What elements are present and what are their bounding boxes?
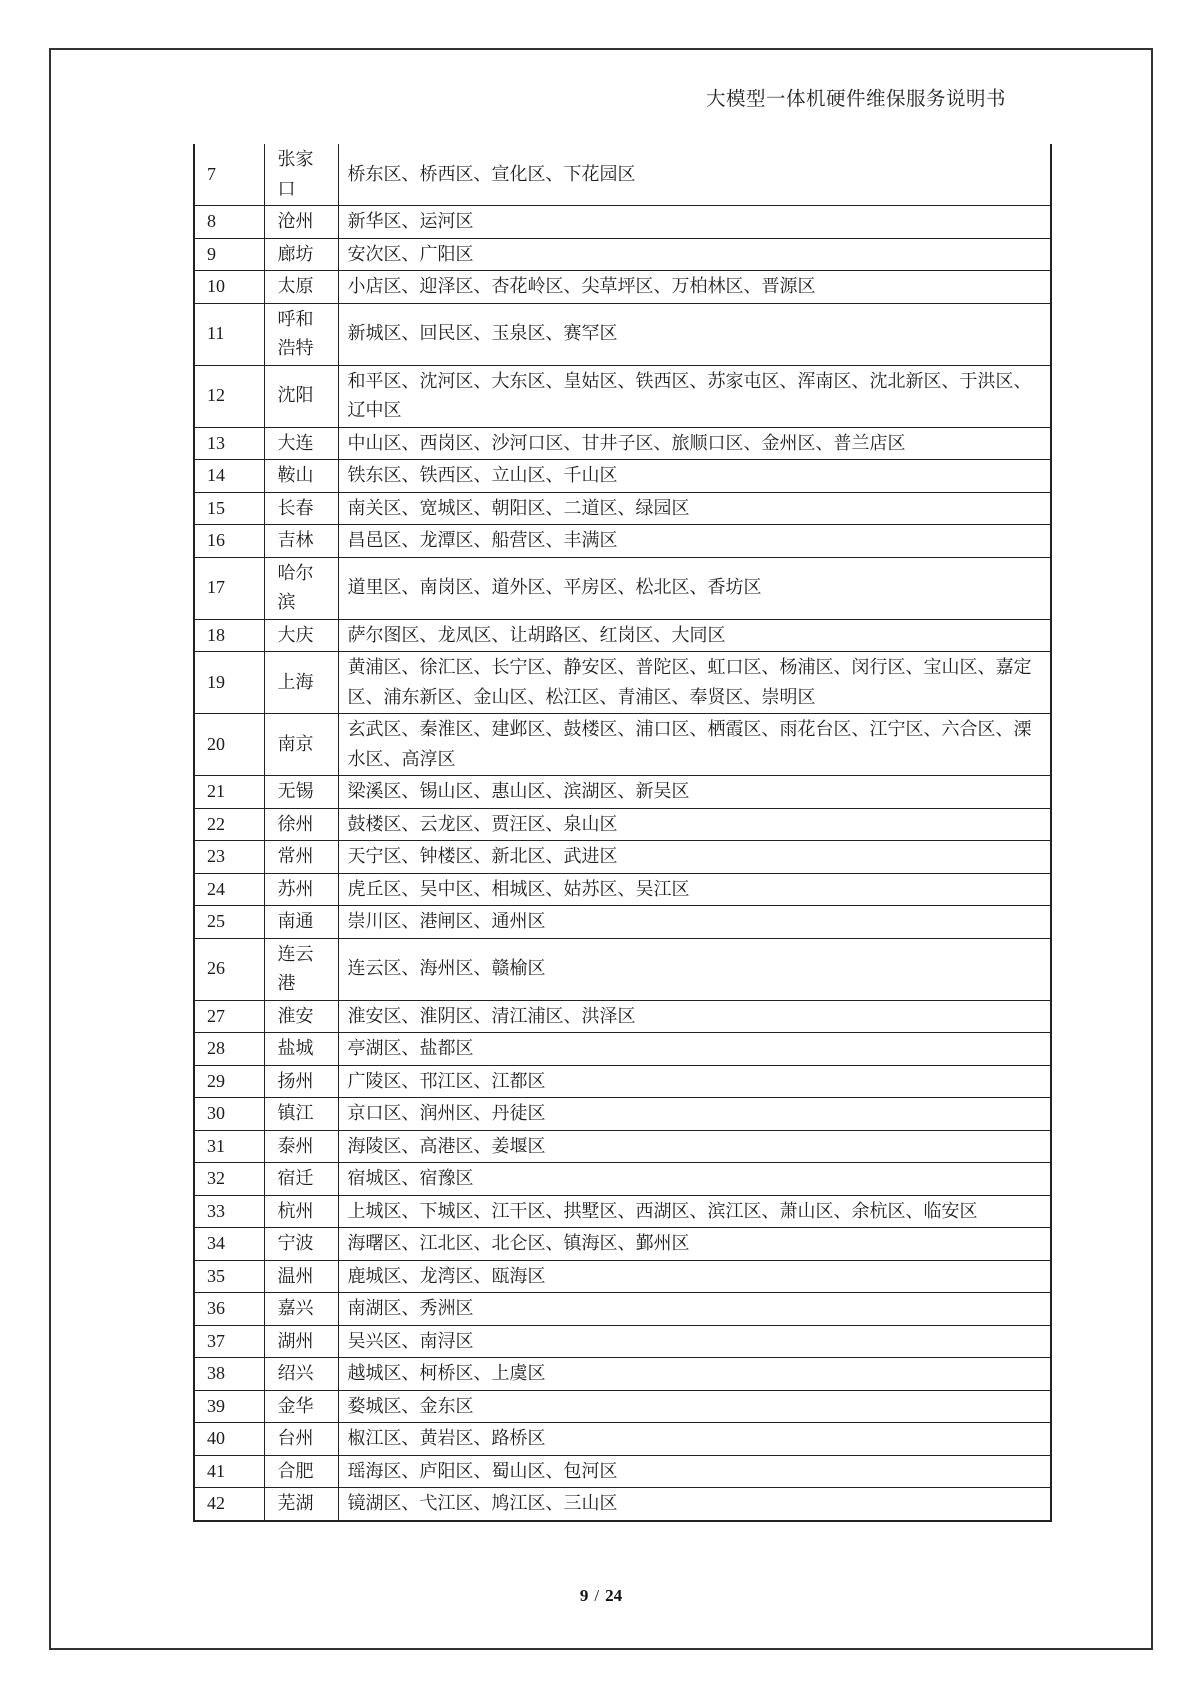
page-footer xyxy=(49,1586,1153,1606)
table-row xyxy=(194,1033,1051,1066)
districts-cell: 新城区、回民区、玉泉区、赛罕区 xyxy=(338,303,1051,365)
city-name-cell: 湖州 xyxy=(264,1325,338,1358)
city-name-cell: 金华 xyxy=(264,1390,338,1423)
row-number-cell: 30 xyxy=(194,1098,264,1131)
city-name-cell: 长春 xyxy=(264,492,338,525)
table-row xyxy=(194,1488,1051,1521)
row-number-cell: 41 xyxy=(194,1455,264,1488)
districts-cell: 南关区、宽城区、朝阳区、二道区、绿园区 xyxy=(338,492,1051,525)
city-name-cell: 绍兴 xyxy=(264,1358,338,1391)
total-page-count: 24 xyxy=(605,1586,623,1605)
table-row xyxy=(194,1423,1051,1456)
table-row xyxy=(194,714,1051,776)
districts-cell: 上城区、下城区、江干区、拱墅区、西湖区、滨江区、萧山区、余杭区、临安区 xyxy=(338,1195,1051,1228)
table-row xyxy=(194,1293,1051,1326)
city-name-cell: 温州 xyxy=(264,1260,338,1293)
city-name-cell: 镇江 xyxy=(264,1098,338,1131)
table-row xyxy=(194,1228,1051,1261)
districts-cell: 淮安区、淮阴区、清江浦区、洪泽区 xyxy=(338,1000,1051,1033)
row-number-cell: 21 xyxy=(194,776,264,809)
city-name-cell: 宁波 xyxy=(264,1228,338,1261)
city-name-cell: 常州 xyxy=(264,841,338,874)
city-name-cell: 徐州 xyxy=(264,808,338,841)
table-row xyxy=(194,238,1051,271)
table-row xyxy=(194,1195,1051,1228)
districts-cell: 安次区、广阳区 xyxy=(338,238,1051,271)
districts-cell: 虎丘区、吴中区、相城区、姑苏区、吴江区 xyxy=(338,873,1051,906)
city-name-cell: 上海 xyxy=(264,652,338,714)
table-row xyxy=(194,619,1051,652)
city-name-cell: 无锡 xyxy=(264,776,338,809)
row-number-cell: 34 xyxy=(194,1228,264,1261)
city-name-cell: 吉林 xyxy=(264,525,338,558)
current-page-number: 9 xyxy=(579,1586,589,1605)
table-row xyxy=(194,873,1051,906)
row-number-cell: 9 xyxy=(194,238,264,271)
districts-cell: 连云区、海州区、赣榆区 xyxy=(338,938,1051,1000)
districts-cell: 铁东区、铁西区、立山区、千山区 xyxy=(338,460,1051,493)
row-number-cell: 37 xyxy=(194,1325,264,1358)
service-coverage-table xyxy=(193,144,1052,1522)
city-table-body xyxy=(194,144,1051,1521)
districts-cell: 梁溪区、锡山区、惠山区、滨湖区、新吴区 xyxy=(338,776,1051,809)
page-number-separator: / xyxy=(594,1586,600,1605)
districts-cell: 黄浦区、徐汇区、长宁区、静安区、普陀区、虹口区、杨浦区、闵行区、宝山区、嘉定区、浦东新区、金山区、松江区、青浦区、奉贤区、崇明区 xyxy=(338,652,1051,714)
city-name-cell: 嘉兴 xyxy=(264,1293,338,1326)
districts-cell: 椒江区、黄岩区、路桥区 xyxy=(338,1423,1051,1456)
city-name-cell: 沈阳 xyxy=(264,365,338,427)
city-name-cell: 宿迁 xyxy=(264,1163,338,1196)
row-number-cell: 27 xyxy=(194,1000,264,1033)
table-row xyxy=(194,557,1051,619)
row-number-cell: 11 xyxy=(194,303,264,365)
table-row xyxy=(194,1325,1051,1358)
table-row xyxy=(194,1390,1051,1423)
table-row xyxy=(194,1130,1051,1163)
table-row xyxy=(194,1163,1051,1196)
districts-cell: 海曙区、江北区、北仑区、镇海区、鄞州区 xyxy=(338,1228,1051,1261)
city-name-cell: 鞍山 xyxy=(264,460,338,493)
row-number-cell: 29 xyxy=(194,1065,264,1098)
city-name-cell: 沧州 xyxy=(264,206,338,239)
row-number-cell: 15 xyxy=(194,492,264,525)
districts-cell: 婺城区、金东区 xyxy=(338,1390,1051,1423)
row-number-cell: 25 xyxy=(194,906,264,939)
row-number-cell: 35 xyxy=(194,1260,264,1293)
table-row xyxy=(194,144,1051,206)
districts-cell: 海陵区、高港区、姜堰区 xyxy=(338,1130,1051,1163)
table-row xyxy=(194,906,1051,939)
table-row xyxy=(194,460,1051,493)
row-number-cell: 26 xyxy=(194,938,264,1000)
districts-cell: 鹿城区、龙湾区、瓯海区 xyxy=(338,1260,1051,1293)
table-row xyxy=(194,1455,1051,1488)
city-name-cell: 合肥 xyxy=(264,1455,338,1488)
city-name-cell: 台州 xyxy=(264,1423,338,1456)
city-name-cell: 大庆 xyxy=(264,619,338,652)
row-number-cell: 40 xyxy=(194,1423,264,1456)
districts-cell: 天宁区、钟楼区、新北区、武进区 xyxy=(338,841,1051,874)
city-name-cell: 泰州 xyxy=(264,1130,338,1163)
districts-cell: 亭湖区、盐都区 xyxy=(338,1033,1051,1066)
table-row xyxy=(194,271,1051,304)
districts-cell: 道里区、南岗区、道外区、平房区、松北区、香坊区 xyxy=(338,557,1051,619)
row-number-cell: 33 xyxy=(194,1195,264,1228)
districts-cell: 昌邑区、龙潭区、船营区、丰满区 xyxy=(338,525,1051,558)
row-number-cell: 23 xyxy=(194,841,264,874)
districts-cell: 萨尔图区、龙凤区、让胡路区、红岗区、大同区 xyxy=(338,619,1051,652)
table-row xyxy=(194,938,1051,1000)
row-number-cell: 36 xyxy=(194,1293,264,1326)
row-number-cell: 24 xyxy=(194,873,264,906)
districts-cell: 南湖区、秀洲区 xyxy=(338,1293,1051,1326)
row-number-cell: 31 xyxy=(194,1130,264,1163)
districts-cell: 瑶海区、庐阳区、蜀山区、包河区 xyxy=(338,1455,1051,1488)
city-name-cell: 淮安 xyxy=(264,1000,338,1033)
table-row xyxy=(194,427,1051,460)
row-number-cell: 32 xyxy=(194,1163,264,1196)
city-name-cell: 廊坊 xyxy=(264,238,338,271)
districts-cell: 吴兴区、南浔区 xyxy=(338,1325,1051,1358)
row-number-cell: 16 xyxy=(194,525,264,558)
row-number-cell: 22 xyxy=(194,808,264,841)
districts-cell: 中山区、西岗区、沙河口区、甘井子区、旅顺口区、金州区、普兰店区 xyxy=(338,427,1051,460)
city-name-cell: 呼和浩特 xyxy=(264,303,338,365)
row-number-cell: 19 xyxy=(194,652,264,714)
districts-cell: 镜湖区、弋江区、鸠江区、三山区 xyxy=(338,1488,1051,1521)
table-row xyxy=(194,1358,1051,1391)
districts-cell: 宿城区、宿豫区 xyxy=(338,1163,1051,1196)
districts-cell: 小店区、迎泽区、杏花岭区、尖草坪区、万柏林区、晋源区 xyxy=(338,271,1051,304)
city-name-cell: 太原 xyxy=(264,271,338,304)
table-row xyxy=(194,1098,1051,1131)
city-name-cell: 南通 xyxy=(264,906,338,939)
table-row xyxy=(194,776,1051,809)
row-number-cell: 12 xyxy=(194,365,264,427)
row-number-cell: 17 xyxy=(194,557,264,619)
city-name-cell: 哈尔滨 xyxy=(264,557,338,619)
districts-cell: 新华区、运河区 xyxy=(338,206,1051,239)
table-row xyxy=(194,1260,1051,1293)
table-row xyxy=(194,1065,1051,1098)
row-number-cell: 38 xyxy=(194,1358,264,1391)
table-row xyxy=(194,206,1051,239)
city-name-cell: 盐城 xyxy=(264,1033,338,1066)
city-name-cell: 南京 xyxy=(264,714,338,776)
row-number-cell: 14 xyxy=(194,460,264,493)
row-number-cell: 10 xyxy=(194,271,264,304)
document-header-title: 大模型一体机硬件维保服务说明书 xyxy=(705,89,1006,110)
row-number-cell: 20 xyxy=(194,714,264,776)
row-number-cell: 18 xyxy=(194,619,264,652)
districts-cell: 广陵区、邗江区、江都区 xyxy=(338,1065,1051,1098)
city-name-cell: 连云港 xyxy=(264,938,338,1000)
table-row xyxy=(194,652,1051,714)
city-name-cell: 苏州 xyxy=(264,873,338,906)
districts-cell: 鼓楼区、云龙区、贾汪区、泉山区 xyxy=(338,808,1051,841)
districts-cell: 和平区、沈河区、大东区、皇姑区、铁西区、苏家屯区、浑南区、沈北新区、于洪区、辽中区 xyxy=(338,365,1051,427)
city-name-cell: 大连 xyxy=(264,427,338,460)
row-number-cell: 13 xyxy=(194,427,264,460)
table-row xyxy=(194,808,1051,841)
districts-cell: 越城区、柯桥区、上虞区 xyxy=(338,1358,1051,1391)
districts-cell: 崇川区、港闸区、通州区 xyxy=(338,906,1051,939)
table-row xyxy=(194,303,1051,365)
row-number-cell: 7 xyxy=(194,144,264,206)
row-number-cell: 39 xyxy=(194,1390,264,1423)
districts-cell: 桥东区、桥西区、宣化区、下花园区 xyxy=(338,144,1051,206)
table-row xyxy=(194,525,1051,558)
city-name-cell: 扬州 xyxy=(264,1065,338,1098)
table-row xyxy=(194,492,1051,525)
city-name-cell: 张家口 xyxy=(264,144,338,206)
table-row xyxy=(194,365,1051,427)
districts-cell: 玄武区、秦淮区、建邺区、鼓楼区、浦口区、栖霞区、雨花台区、江宁区、六合区、溧水区、高淳区 xyxy=(338,714,1051,776)
row-number-cell: 8 xyxy=(194,206,264,239)
row-number-cell: 28 xyxy=(194,1033,264,1066)
city-name-cell: 杭州 xyxy=(264,1195,338,1228)
row-number-cell: 42 xyxy=(194,1488,264,1521)
table-row xyxy=(194,841,1051,874)
table-row xyxy=(194,1000,1051,1033)
city-name-cell: 芜湖 xyxy=(264,1488,338,1521)
districts-cell: 京口区、润州区、丹徒区 xyxy=(338,1098,1051,1131)
